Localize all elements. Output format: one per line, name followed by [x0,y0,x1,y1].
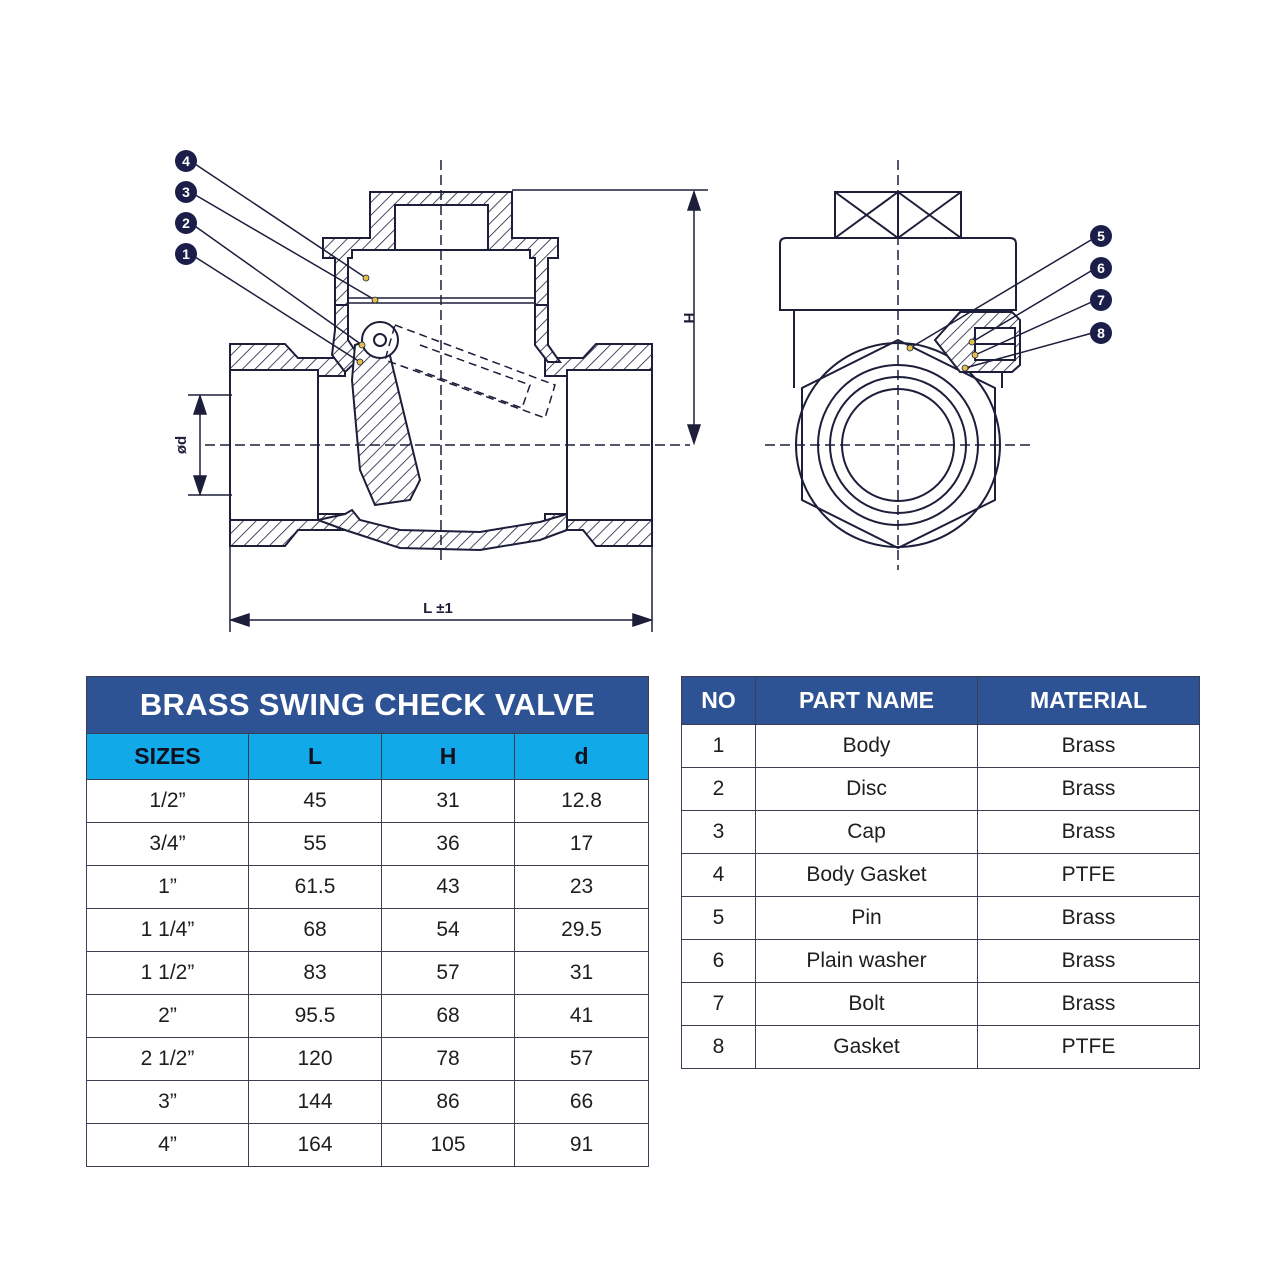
parts-row [682,1026,1200,1069]
callout-4 [175,150,197,172]
sizes-row-cell: 55 [249,823,382,866]
sizes-row-cell: 78 [382,1038,515,1081]
callout-2 [175,212,197,234]
sizes-row [87,1081,649,1124]
header-d: d [515,734,649,780]
sizes-row-cell: 91 [515,1124,649,1167]
sizes-row-cell: 105 [382,1124,515,1167]
dimension-lines [188,190,708,632]
sizes-row-cell: 164 [249,1124,382,1167]
sizes-row-cell: 31 [515,952,649,995]
parts-row-cell: PTFE [978,854,1200,897]
parts-row [682,897,1200,940]
sizes-row-cell: 4” [87,1124,249,1167]
header-sizes: SIZES [87,734,249,780]
sizes-row [87,1038,649,1081]
sizes-row [87,952,649,995]
sizes-row-cell: 23 [515,866,649,909]
header-h: H [382,734,515,780]
parts-row-cell: Body Gasket [756,854,978,897]
sizes-row-cell: 1 1/2” [87,952,249,995]
parts-row [682,725,1200,768]
parts-row-cell: 4 [682,854,756,897]
parts-row [682,940,1200,983]
sizes-table [86,676,649,1167]
parts-row-cell: 2 [682,768,756,811]
sizes-row-cell: 1” [87,866,249,909]
sizes-row-cell: 41 [515,995,649,1038]
svg-text:7: 7 [1097,292,1105,308]
callout-3 [175,181,197,203]
sizes-row [87,866,649,909]
parts-table-body [682,725,1200,1069]
callout-5 [1090,225,1112,247]
sizes-table-title: BRASS SWING CHECK VALVE [87,677,649,734]
svg-text:5: 5 [1097,228,1105,244]
parts-row-cell: Cap [756,811,978,854]
parts-row [682,811,1200,854]
sizes-row [87,1124,649,1167]
svg-text:4: 4 [182,153,190,169]
sizes-row-cell: 29.5 [515,909,649,952]
sizes-row-cell: 95.5 [249,995,382,1038]
callout-7 [1090,289,1112,311]
parts-row-cell: Plain washer [756,940,978,983]
sizes-row-cell: 144 [249,1081,382,1124]
sizes-row-cell: 3/4” [87,823,249,866]
sizes-row-cell: 2” [87,995,249,1038]
sizes-row-cell: 86 [382,1081,515,1124]
header-l: L [249,734,382,780]
parts-row-cell: Gasket [756,1026,978,1069]
dim-label-l: L ±1 [423,600,453,617]
sizes-row-cell: 1/2” [87,780,249,823]
parts-row-cell: PTFE [978,1026,1200,1069]
sizes-row-cell: 36 [382,823,515,866]
parts-table [681,676,1200,1069]
parts-row-cell: Brass [978,768,1200,811]
sizes-row [87,909,649,952]
parts-row-cell: Bolt [756,983,978,1026]
parts-row-cell: 5 [682,897,756,940]
callout-6 [1090,257,1112,279]
sizes-row-cell: 61.5 [249,866,382,909]
sizes-table-body [87,780,649,1167]
sizes-row-cell: 57 [382,952,515,995]
parts-row-cell: 7 [682,983,756,1026]
sizes-row [87,823,649,866]
dim-label-d: ød [173,435,190,455]
parts-row-cell: 3 [682,811,756,854]
body-left-end [230,344,345,376]
svg-text:2: 2 [182,215,190,231]
parts-row-cell: Brass [978,983,1200,1026]
body-lower-wall [318,510,567,550]
parts-row-cell: Brass [978,940,1200,983]
sizes-row-cell: 120 [249,1038,382,1081]
sizes-row-cell: 45 [249,780,382,823]
parts-row [682,854,1200,897]
callout-8 [1090,322,1112,344]
sizes-row-cell: 68 [249,909,382,952]
parts-row-cell: 1 [682,725,756,768]
header-part-name: PART NAME [756,677,978,725]
parts-row [682,768,1200,811]
svg-text:6: 6 [1097,260,1105,276]
sizes-row-cell: 57 [515,1038,649,1081]
parts-row-cell: 6 [682,940,756,983]
disc-open-position [385,325,555,418]
callout-1 [175,243,197,265]
header-no: NO [682,677,756,725]
sizes-row-cell: 54 [382,909,515,952]
sizes-row-cell: 1 1/4” [87,909,249,952]
sizes-row-cell: 2 1/2” [87,1038,249,1081]
sizes-row-cell: 43 [382,866,515,909]
parts-row-cell: Disc [756,768,978,811]
side-view [780,192,1020,548]
parts-row-cell: Body [756,725,978,768]
svg-text:1: 1 [182,246,190,262]
sizes-row [87,780,649,823]
sizes-row-cell: 17 [515,823,649,866]
parts-row-cell: Brass [978,811,1200,854]
sizes-row-cell: 68 [382,995,515,1038]
parts-row-cell: Pin [756,897,978,940]
parts-row-cell: Brass [978,725,1200,768]
parts-row [682,983,1200,1026]
sizes-row-cell: 12.8 [515,780,649,823]
parts-row-cell: Brass [978,897,1200,940]
sizes-row-cell: 83 [249,952,382,995]
body-right-end [545,344,652,376]
parts-row-cell: 8 [682,1026,756,1069]
pin-hinge [362,322,398,358]
sizes-row-cell: 3” [87,1081,249,1124]
sizes-row-cell: 66 [515,1081,649,1124]
dim-label-h: H [680,312,697,324]
header-material: MATERIAL [978,677,1200,725]
sizes-row [87,995,649,1038]
sizes-row-cell: 31 [382,780,515,823]
svg-text:3: 3 [182,184,190,200]
svg-text:8: 8 [1097,325,1105,341]
